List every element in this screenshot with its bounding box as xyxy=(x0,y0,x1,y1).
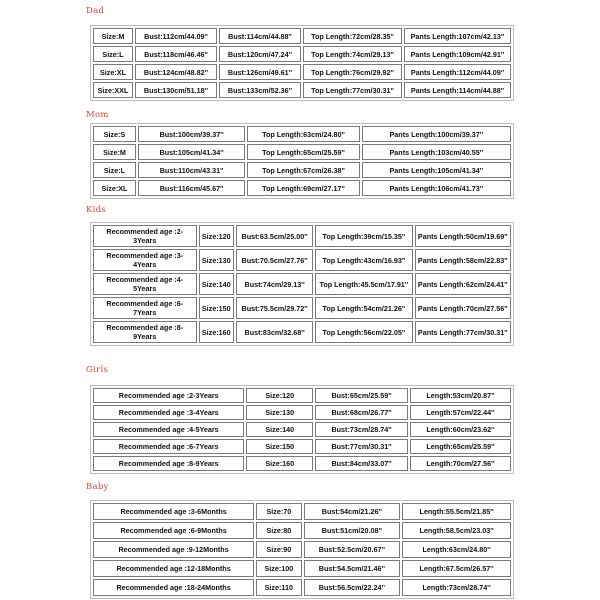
kids-table-cell: Recommended age :8-9Years xyxy=(93,321,197,343)
mom-size-table xyxy=(90,123,514,199)
girls-table-cell: Bust:68cm/26.77'' xyxy=(315,405,408,420)
baby-table-cell: Length:63cm/24.80'' xyxy=(402,541,511,558)
dad-table-cell: Bust:133cm/52.36'' xyxy=(219,82,301,98)
dad-table-cell: Size:XXL xyxy=(93,82,133,98)
dad-table-cell: Top Length:72cm/28.35'' xyxy=(303,28,402,44)
kids-table-cell: Size:120 xyxy=(199,225,235,247)
girls-table-cell: Length:60cm/23.62'' xyxy=(410,422,511,437)
mom-table-cell: Bust:110cm/43.31'' xyxy=(138,162,245,178)
mom-table-cell: Bust:100cm/39.37'' xyxy=(138,126,245,142)
baby-table-cell: Size:90 xyxy=(256,541,301,558)
baby-table-row xyxy=(93,503,511,520)
girls-table-cell: Length:65cm/25.59'' xyxy=(410,439,511,454)
kids-table-cell: Bust:83cm/32.68'' xyxy=(236,321,313,343)
kids-table-cell: Top Length:56cm/22.05'' xyxy=(315,321,412,343)
dad-size-table xyxy=(90,25,514,101)
girls-table-cell: Recommended age :4-5Years xyxy=(93,422,244,437)
kids-table-cell: Bust:70.5cm/27.76'' xyxy=(236,249,313,271)
girls-table-cell: Recommended age :6-7Years xyxy=(93,439,244,454)
dad-table-cell: Pants Length:107cm/42.13'' xyxy=(404,28,511,44)
kids-table-cell: Recommended age :2-3Years xyxy=(93,225,197,247)
dad-table-cell: Top Length:77cm/30.31'' xyxy=(303,82,402,98)
baby-table-row xyxy=(93,579,511,596)
baby-table-cell: Recommended age :6-9Months xyxy=(93,522,254,539)
girls-table-cell: Size:150 xyxy=(246,439,313,454)
kids-table-cell: Recommended age :3-4Years xyxy=(93,249,197,271)
dad-table-cell: Size:M xyxy=(93,28,133,44)
mom-table-cell: Bust:116cm/45.67'' xyxy=(138,180,245,196)
girls-table-cell: Length:57cm/22.44'' xyxy=(410,405,511,420)
baby-section-title: Baby xyxy=(86,482,109,492)
kids-table-cell: Bust:63.5cm/25.00'' xyxy=(236,225,313,247)
baby-table-cell: Bust:52.5cm/20.67'' xyxy=(304,541,401,558)
girls-table-cell: Bust:77cm/30.31'' xyxy=(315,439,408,454)
mom-table-row xyxy=(93,180,511,196)
kids-table-row xyxy=(93,297,511,319)
kids-table-row xyxy=(93,321,511,343)
kids-table-cell: Recommended age :4-5Years xyxy=(93,273,197,295)
dad-table-row xyxy=(93,64,511,80)
baby-table-cell: Bust:54.5cm/21.46'' xyxy=(304,560,401,577)
kids-table-cell: Pants Length:77cm/30.31'' xyxy=(415,321,511,343)
girls-table-row xyxy=(93,405,511,420)
girls-table-row xyxy=(93,422,511,437)
girls-table-row xyxy=(93,456,511,471)
kids-table-cell: Bust:75.5cm/29.72'' xyxy=(236,297,313,319)
baby-table-row xyxy=(93,541,511,558)
girls-table-cell: Size:130 xyxy=(246,405,313,420)
dad-table-cell: Bust:120cm/47.24'' xyxy=(219,46,301,62)
baby-table-cell: Bust:56.5cm/22.24'' xyxy=(304,579,401,596)
baby-table-cell: Recommended age :3-6Months xyxy=(93,503,254,520)
baby-table-cell: Bust:51cm/20.08'' xyxy=(304,522,401,539)
dad-table-cell: Top Length:74cm/29.13'' xyxy=(303,46,402,62)
mom-table-cell: Pants Length:105cm/41.34'' xyxy=(362,162,511,178)
mom-table-row xyxy=(93,144,511,160)
mom-table-cell: Top Length:69cm/27.17'' xyxy=(247,180,359,196)
dad-table-cell: Pants Length:112cm/44.09'' xyxy=(404,64,511,80)
mom-table-row xyxy=(93,126,511,142)
dad-section-title: Dad xyxy=(86,6,105,16)
kids-table-cell: Top Length:54cm/21.26'' xyxy=(315,297,412,319)
dad-table-cell: Bust:118cm/46.46'' xyxy=(135,46,217,62)
baby-table-cell: Length:73cm/28.74'' xyxy=(402,579,511,596)
mom-table-cell: Size:M xyxy=(93,144,136,160)
mom-table-cell: Pants Length:103cm/40.55'' xyxy=(362,144,511,160)
kids-table-cell: Bust:74cm/29.13'' xyxy=(236,273,313,295)
girls-table-row xyxy=(93,388,511,403)
kids-table-row xyxy=(93,249,511,271)
mom-table-cell: Pants Length:100cm/39.37'' xyxy=(362,126,511,142)
kids-size-table xyxy=(90,222,514,346)
girls-table-row xyxy=(93,439,511,454)
mom-table-cell: Size:L xyxy=(93,162,136,178)
girls-section-title: Girls xyxy=(86,365,109,375)
kids-table-cell: Recommended age :6-7Years xyxy=(93,297,197,319)
mom-table-cell: Top Length:63cm/24.80'' xyxy=(247,126,359,142)
kids-section-title: Kids xyxy=(86,205,107,215)
kids-table-row xyxy=(93,273,511,295)
dad-table-cell: Bust:126cm/49.61'' xyxy=(219,64,301,80)
kids-table-cell: Pants Length:58cm/22.83'' xyxy=(415,249,511,271)
dad-table-cell: Bust:114cm/44.88'' xyxy=(219,28,301,44)
dad-table-row xyxy=(93,82,511,98)
baby-table-cell: Size:80 xyxy=(256,522,301,539)
mom-table-cell: Size:XL xyxy=(93,180,136,196)
dad-table-cell: Bust:124cm/48.82'' xyxy=(135,64,217,80)
baby-table-cell: Size:70 xyxy=(256,503,301,520)
girls-table-cell: Size:140 xyxy=(246,422,313,437)
baby-table-cell: Length:67.5cm/26.57'' xyxy=(402,560,511,577)
girls-table-cell: Bust:84cm/33.07'' xyxy=(315,456,408,471)
baby-table-row xyxy=(93,560,511,577)
dad-table-cell: Pants Length:114cm/44.88'' xyxy=(404,82,511,98)
girls-size-table xyxy=(90,385,514,474)
kids-table-cell: Top Length:39cm/15.35'' xyxy=(315,225,412,247)
kids-table-cell: Pants Length:70cm/27.56'' xyxy=(415,297,511,319)
girls-table-cell: Bust:73cm/28.74'' xyxy=(315,422,408,437)
girls-table-cell: Recommended age :3-4Years xyxy=(93,405,244,420)
kids-table-cell: Top Length:43cm/16.93'' xyxy=(315,249,412,271)
baby-table-cell: Size:100 xyxy=(256,560,301,577)
kids-table-cell: Pants Length:50cm/19.69'' xyxy=(415,225,511,247)
girls-table-cell: Recommended age :8-9Years xyxy=(93,456,244,471)
mom-table-cell: Size:S xyxy=(93,126,136,142)
kids-table-cell: Size:140 xyxy=(199,273,235,295)
baby-table-cell: Bust:54cm/21.26'' xyxy=(304,503,401,520)
mom-table-cell: Pants Length:106cm/41.73'' xyxy=(362,180,511,196)
baby-table-row xyxy=(93,522,511,539)
baby-table-cell: Recommended age :9-12Months xyxy=(93,541,254,558)
baby-table-cell: Length:58.5cm/23.03'' xyxy=(402,522,511,539)
mom-table-cell: Top Length:65cm/25.59'' xyxy=(247,144,359,160)
mom-section-title: Mom xyxy=(86,110,109,120)
girls-table-cell: Length:70cm/27.56'' xyxy=(410,456,511,471)
mom-table-row xyxy=(93,162,511,178)
girls-table-cell: Length:53cm/20.87'' xyxy=(410,388,511,403)
dad-table-cell: Bust:130cm/51.18'' xyxy=(135,82,217,98)
dad-table-row xyxy=(93,28,511,44)
kids-table-cell: Size:150 xyxy=(199,297,235,319)
girls-table-cell: Recommended age :2-3Years xyxy=(93,388,244,403)
baby-table-cell: Size:110 xyxy=(256,579,301,596)
mom-table-cell: Bust:105cm/41.34'' xyxy=(138,144,245,160)
dad-table-cell: Pants Length:109cm/42.91'' xyxy=(404,46,511,62)
dad-table-cell: Top Length:76cm/29.92'' xyxy=(303,64,402,80)
baby-table-cell: Length:55.5cm/21.85'' xyxy=(402,503,511,520)
baby-table-cell: Recommended age :18-24Months xyxy=(93,579,254,596)
kids-table-row xyxy=(93,225,511,247)
dad-table-row xyxy=(93,46,511,62)
girls-table-cell: Size:160 xyxy=(246,456,313,471)
mom-table-cell: Top Length:67cm/26.38'' xyxy=(247,162,359,178)
dad-table-cell: Bust:112cm/44.09'' xyxy=(135,28,217,44)
kids-table-cell: Pants Length:62cm/24.41'' xyxy=(415,273,511,295)
kids-table-cell: Top Length:45.5cm/17.91'' xyxy=(315,273,412,295)
girls-table-cell: Bust:65cm/25.59'' xyxy=(315,388,408,403)
baby-size-table xyxy=(90,500,514,599)
baby-table-cell: Recommended age :12-18Months xyxy=(93,560,254,577)
kids-table-cell: Size:160 xyxy=(199,321,235,343)
dad-table-cell: Size:L xyxy=(93,46,133,62)
dad-table-cell: Size:XL xyxy=(93,64,133,80)
girls-table-cell: Size:120 xyxy=(246,388,313,403)
kids-table-cell: Size:130 xyxy=(199,249,235,271)
